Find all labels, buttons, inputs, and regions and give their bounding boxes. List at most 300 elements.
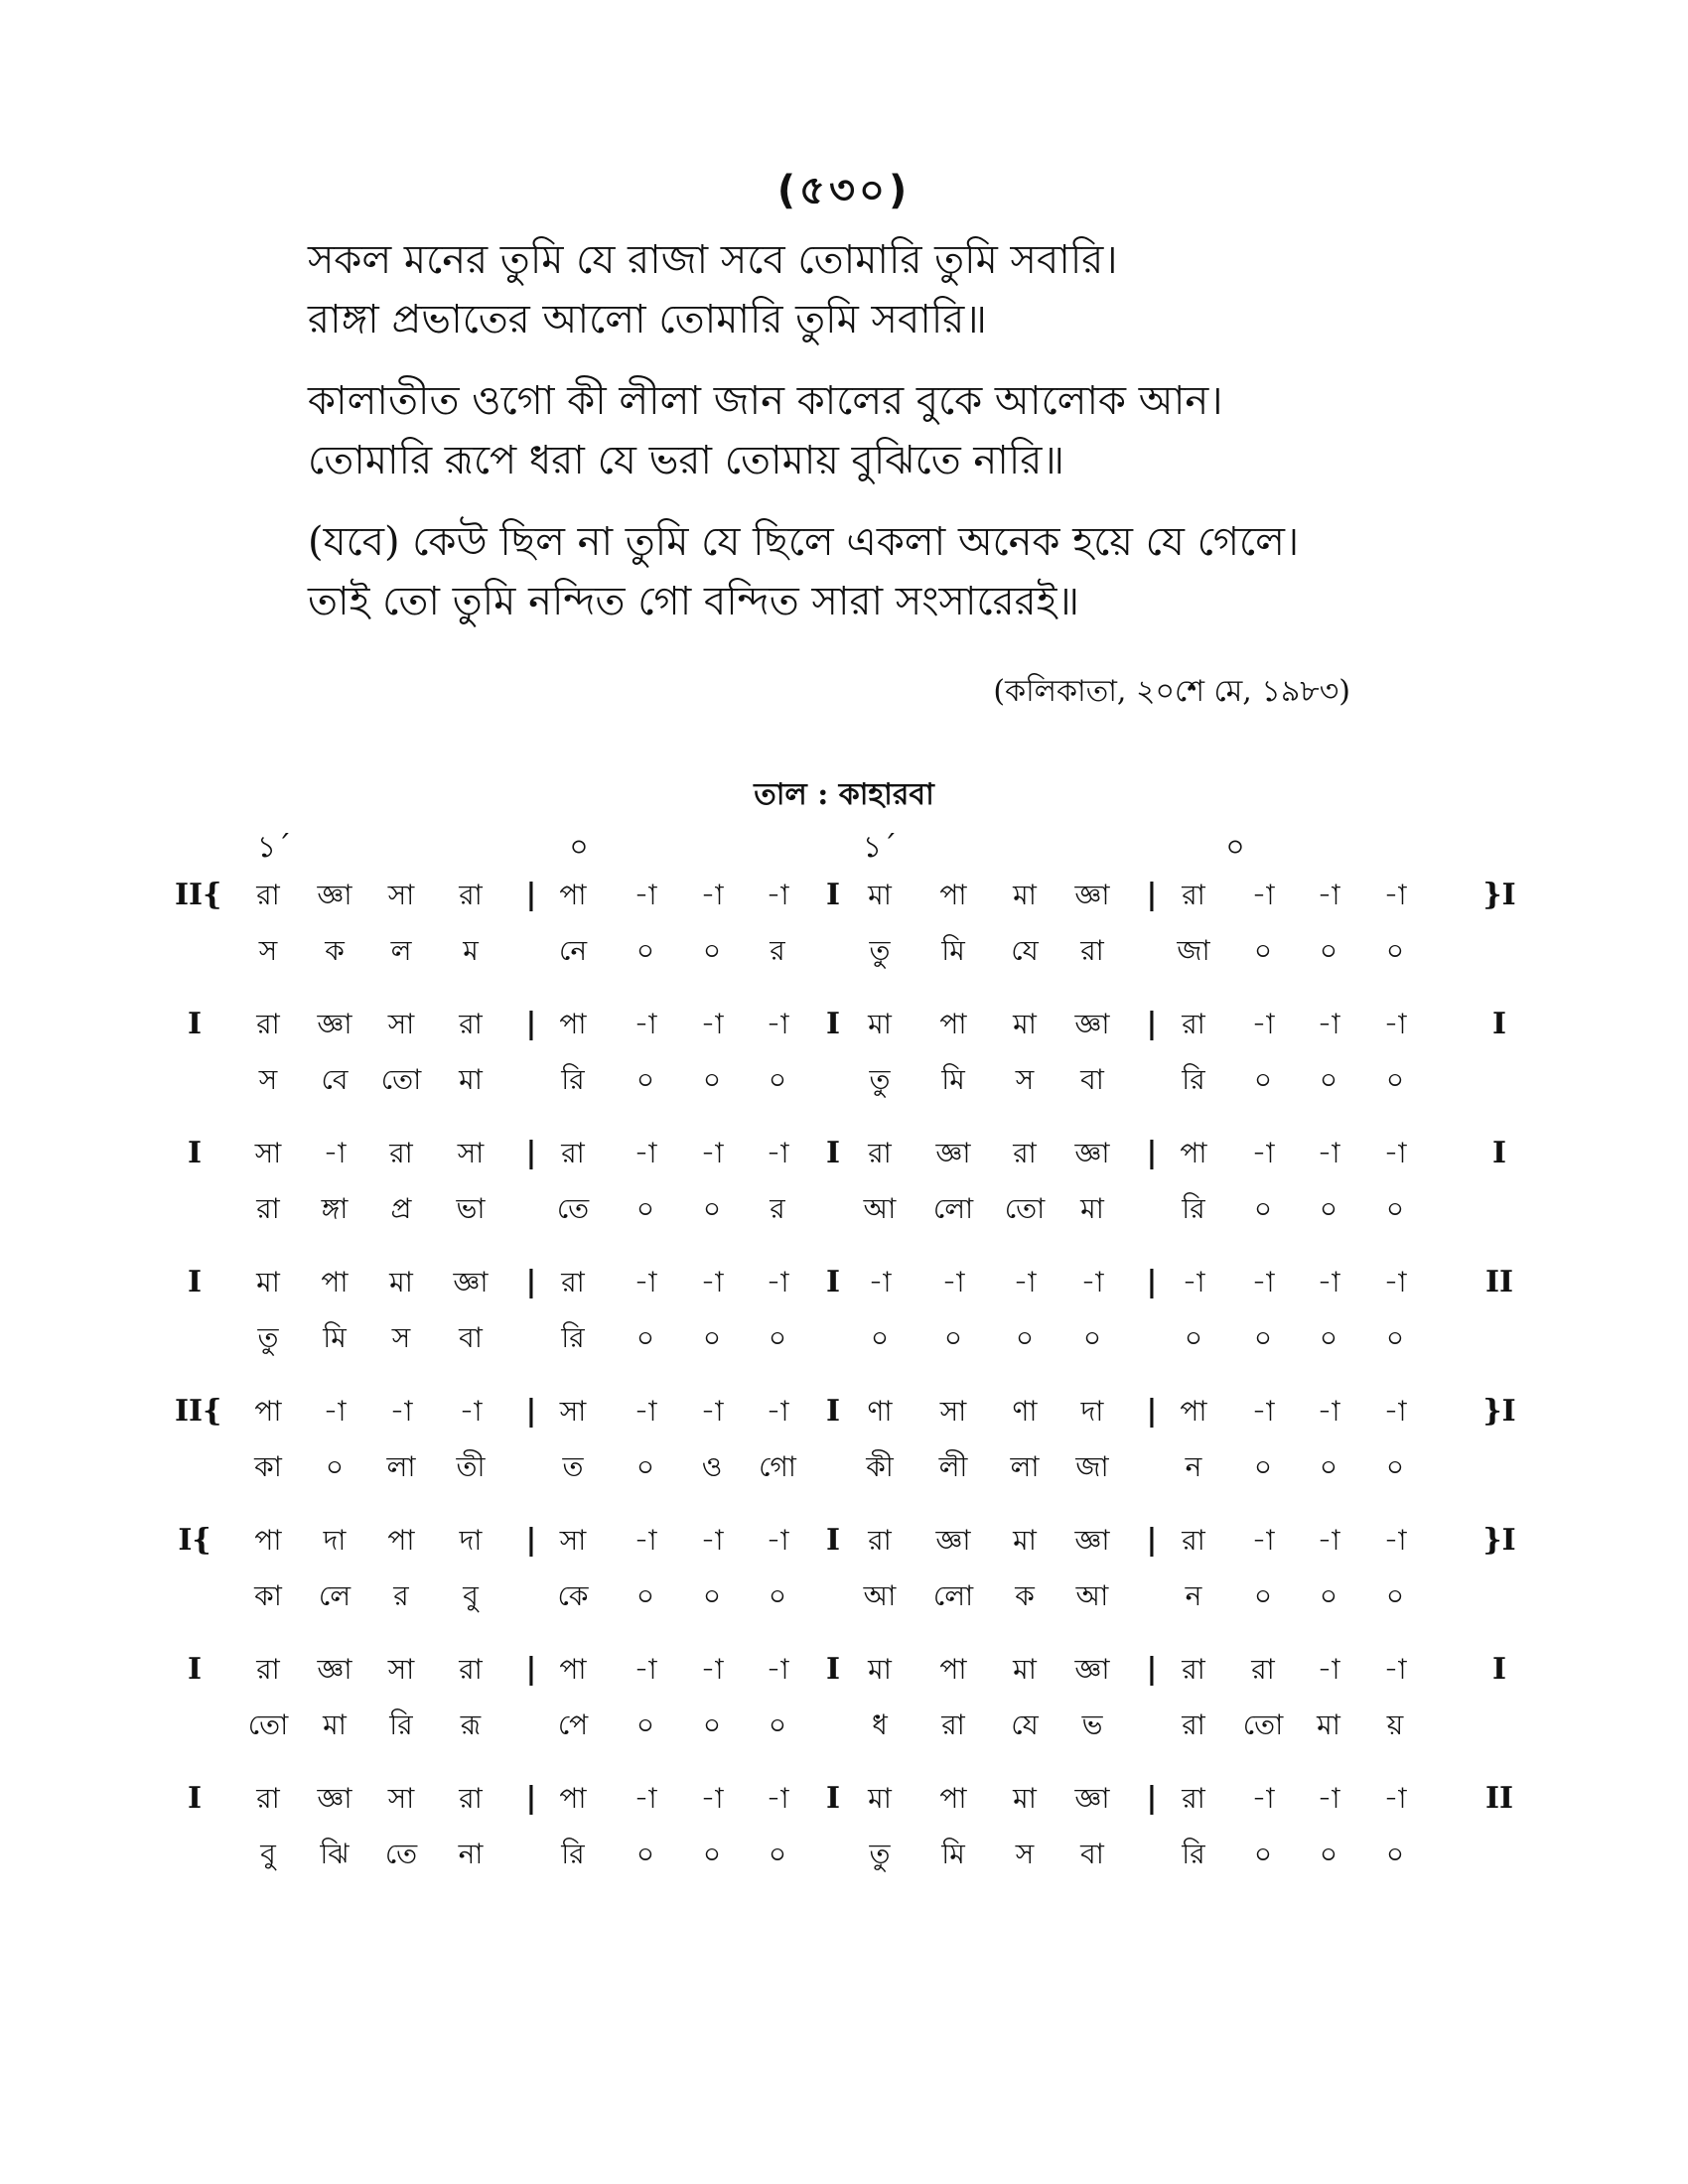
lyric-cell: আ (1075, 1579, 1109, 1612)
note-cell: জ্ঞা (935, 1524, 971, 1557)
lyric-cell: বু (260, 1838, 276, 1870)
note-cell: -া (633, 1137, 657, 1169)
note-cell: -া (459, 1395, 483, 1428)
lyric-cell: ল (390, 934, 412, 967)
note-cell: -া (700, 1137, 724, 1169)
note-cell: -া (766, 1395, 789, 1428)
note-cell: -া (1251, 1266, 1275, 1298)
note-cell: রা (459, 879, 483, 911)
lyric-cell: রূ (460, 1708, 482, 1741)
lyric-cell: পে (557, 1708, 589, 1741)
note-cell: জ্ঞা (1074, 1524, 1110, 1557)
lyric-cell: কী (866, 1450, 894, 1483)
note-cell: রা (256, 1653, 280, 1686)
barline: | (525, 878, 537, 912)
note-cell: দা (323, 1524, 347, 1557)
taal-heading: তাল : কাহারবা (754, 777, 934, 812)
lyric-cell: রি (561, 1321, 585, 1354)
row-start-barline: I{ (178, 1523, 211, 1558)
lyric-cell: না (458, 1838, 484, 1870)
lyric-cell: ০ (1253, 934, 1273, 967)
lyric-cell: ০ (1184, 1321, 1203, 1354)
beat-marker: ০ (1225, 830, 1245, 865)
row-start-barline: I (187, 1265, 203, 1299)
note-cell: রা (1182, 1782, 1205, 1815)
note-cell: জ্ঞা (317, 1653, 352, 1686)
lyric-cell: ক (325, 934, 345, 967)
note-cell: মা (868, 1008, 892, 1040)
lyric-cell: ধ (872, 1708, 888, 1741)
lyric-cell: তু (869, 1063, 891, 1096)
note-cell: -া (1317, 1524, 1340, 1557)
lyric-cell: বা (1080, 1063, 1104, 1096)
row-end-barline: II (1484, 1781, 1514, 1816)
lyric-cell: রা (1080, 934, 1104, 967)
note-cell: -া (941, 1266, 965, 1298)
note-cell: জ্ঞা (1074, 1008, 1110, 1040)
lyric-cell: ০ (702, 1579, 722, 1612)
note-cell: -া (700, 1782, 724, 1815)
lyric-cell: ০ (702, 1063, 722, 1096)
lyric-cell: ০ (768, 1838, 787, 1870)
lyric-cell: তো (380, 1063, 422, 1096)
note-cell: পা (559, 879, 587, 911)
note-cell: রা (256, 1008, 280, 1040)
lyric-cell: রা (941, 1708, 965, 1741)
lyric-cell: রি (1182, 1063, 1205, 1096)
barline: | (1146, 1781, 1158, 1816)
lyric-cell: লো (932, 1579, 974, 1612)
row-end-barline: I (1491, 1007, 1507, 1041)
note-cell: -া (323, 1395, 347, 1428)
lyric-cell: ০ (1385, 934, 1405, 967)
lyric-cell: মি (941, 1838, 965, 1870)
note-cell: পা (1180, 1137, 1207, 1169)
note-cell: জ্ঞা (317, 1782, 352, 1815)
note-cell: -া (1383, 879, 1407, 911)
note-cell: মা (1013, 879, 1037, 911)
note-cell: ণা (867, 1395, 893, 1428)
lyric-cell: ভ (1081, 1708, 1103, 1741)
note-cell: -া (1182, 1266, 1205, 1298)
lyric-cell: প্র (390, 1192, 412, 1225)
lyric-cell: ০ (702, 1708, 722, 1741)
note-cell: -া (1383, 1524, 1407, 1557)
note-cell: পা (559, 1008, 587, 1040)
note-cell: দা (459, 1524, 483, 1557)
note-cell: -া (700, 1524, 724, 1557)
note-cell: ণা (1012, 1395, 1038, 1428)
row-start-barline: I (187, 1136, 203, 1170)
note-cell: পা (254, 1395, 282, 1428)
verse-line: তাই তো তুমি নন্দিত গো বন্দিত সারা সংসারেরই॥ (308, 579, 1080, 624)
barline: | (525, 1136, 537, 1170)
note-cell: -া (633, 1266, 657, 1298)
lyric-cell: ০ (635, 1450, 655, 1483)
verse-line: (যবে) কেউ ছিল না তুমি যে ছিলে একলা অনেক হয়ে যে গেলে। (308, 519, 1300, 565)
note-cell: পা (939, 1653, 967, 1686)
lyric-cell: ০ (1385, 1838, 1405, 1870)
lyric-cell: মি (941, 1063, 965, 1096)
note-cell: -া (766, 1266, 789, 1298)
barline: | (525, 1394, 537, 1429)
barline: | (1146, 1136, 1158, 1170)
note-cell: -া (766, 1008, 789, 1040)
lyric-cell: মা (1080, 1192, 1104, 1225)
lyric-cell: ০ (1253, 1192, 1273, 1225)
lyric-cell: রি (561, 1063, 585, 1096)
barline: | (525, 1523, 537, 1558)
row-end-barline: I (1491, 1136, 1507, 1170)
lyric-cell: ০ (1385, 1063, 1405, 1096)
note-cell: পা (321, 1266, 349, 1298)
note-cell: -া (633, 879, 657, 911)
lyric-cell: ক (1015, 1579, 1035, 1612)
lyric-cell: ০ (635, 1321, 655, 1354)
beat-marker: ১´ (862, 830, 898, 865)
lyric-cell: স (258, 1063, 278, 1096)
note-cell: রা (389, 1137, 413, 1169)
lyric-cell: ০ (1253, 1838, 1273, 1870)
note-cell: মা (1013, 1008, 1037, 1040)
row-end-barline: }I (1482, 878, 1516, 912)
note-cell: -া (1383, 1395, 1407, 1428)
note-cell: -া (1251, 879, 1275, 911)
note-cell: -া (1383, 1137, 1407, 1169)
lyric-cell: তু (869, 1838, 891, 1870)
row-start-barline: II{ (175, 1394, 222, 1429)
note-cell: রা (459, 1653, 483, 1686)
lyric-cell: ০ (1319, 1579, 1338, 1612)
lyric-cell: র (393, 1579, 409, 1612)
note-cell: -া (1013, 1266, 1037, 1298)
lyric-cell: লে (318, 1579, 352, 1612)
note-cell: রা (256, 1782, 280, 1815)
lyric-cell: ০ (635, 1708, 655, 1741)
lyric-cell: আ (863, 1192, 897, 1225)
lyric-cell: ০ (1253, 1450, 1273, 1483)
lyric-cell: ন (1185, 1579, 1202, 1612)
note-cell: -া (1080, 1266, 1104, 1298)
row-end-barline: I (1491, 1652, 1507, 1687)
lyric-cell: তু (869, 934, 891, 967)
lyric-cell: মা (459, 1063, 483, 1096)
lyric-cell: আ (863, 1579, 897, 1612)
note-cell: রা (256, 879, 280, 911)
lyric-cell: বা (459, 1321, 483, 1354)
lyric-cell: র (770, 934, 785, 967)
lyric-cell: ০ (768, 1063, 787, 1096)
note-cell: জ্ঞা (453, 1266, 489, 1298)
row-end-barline: }I (1482, 1394, 1516, 1429)
lyric-cell: ০ (1319, 1063, 1338, 1096)
lyric-cell: ০ (1319, 1192, 1338, 1225)
note-cell: রা (868, 1524, 892, 1557)
barline: | (525, 1781, 537, 1816)
note-cell: জ্ঞা (317, 1008, 352, 1040)
lyric-cell: ০ (1253, 1579, 1273, 1612)
note-cell: মা (868, 879, 892, 911)
lyric-cell: ০ (1385, 1192, 1405, 1225)
lyric-cell: ০ (1319, 1321, 1338, 1354)
lyric-cell: ম (463, 934, 479, 967)
barline: I (825, 1394, 841, 1429)
lyric-cell: স (1015, 1063, 1035, 1096)
barline: | (1146, 1265, 1158, 1299)
note-cell: -া (1317, 1395, 1340, 1428)
lyric-cell: স (258, 934, 278, 967)
note-cell: -া (1251, 1782, 1275, 1815)
lyric-cell: ০ (768, 1321, 787, 1354)
lyric-cell: র (770, 1192, 785, 1225)
note-cell: সা (939, 1395, 967, 1428)
lyric-cell: ০ (635, 1838, 655, 1870)
lyric-cell: রি (389, 1708, 413, 1741)
note-cell: -া (766, 1782, 789, 1815)
note-cell: -া (868, 1266, 892, 1298)
note-cell: -া (389, 1395, 413, 1428)
note-cell: রা (868, 1137, 892, 1169)
note-cell: মা (1013, 1653, 1037, 1686)
note-cell: -া (1251, 1137, 1275, 1169)
note-cell: রা (561, 1137, 585, 1169)
lyric-cell: ০ (1385, 1579, 1405, 1612)
note-cell: মা (1013, 1782, 1037, 1815)
note-cell: জ্ঞা (1074, 1782, 1110, 1815)
note-cell: রা (459, 1782, 483, 1815)
note-cell: পা (254, 1524, 282, 1557)
lyric-cell: ০ (635, 934, 655, 967)
barline: | (1146, 878, 1158, 912)
note-cell: -া (766, 879, 789, 911)
note-cell: -া (1317, 1782, 1340, 1815)
note-cell: রা (561, 1266, 585, 1298)
note-cell: -া (1383, 1008, 1407, 1040)
barline: I (825, 1136, 841, 1170)
lyric-cell: ন (1185, 1450, 1202, 1483)
lyric-cell: কা (254, 1579, 282, 1612)
lyric-cell: ০ (635, 1192, 655, 1225)
barline: | (525, 1007, 537, 1041)
note-cell: পা (939, 879, 967, 911)
lyric-cell: কা (254, 1450, 282, 1483)
note-cell: পা (559, 1782, 587, 1815)
lyric-cell: রা (1182, 1708, 1205, 1741)
note-cell: -া (1383, 1653, 1407, 1686)
lyric-cell: ০ (702, 934, 722, 967)
lyric-cell: রি (1182, 1192, 1205, 1225)
note-cell: মা (868, 1782, 892, 1815)
note-cell: সা (559, 1524, 587, 1557)
note-cell: জ্ঞা (1074, 1653, 1110, 1686)
row-start-barline: II{ (175, 878, 222, 912)
row-start-barline: I (187, 1781, 203, 1816)
note-cell: জ্ঞা (317, 879, 352, 911)
note-cell: -া (633, 1653, 657, 1686)
note-cell: পা (939, 1008, 967, 1040)
row-start-barline: I (187, 1652, 203, 1687)
note-cell: পা (387, 1524, 415, 1557)
beat-marker: ১´ (256, 830, 292, 865)
verse-line: রাঙ্গা প্রভাতের আলো তোমারি তুমি সবারি॥ (308, 297, 987, 342)
note-cell: -া (323, 1137, 347, 1169)
lyric-cell: ঝি (320, 1838, 350, 1870)
note-cell: -া (700, 879, 724, 911)
verse-line: সকল মনের তুমি যে রাজা সবে তোমারি তুমি সবারি। (308, 237, 1118, 283)
lyric-cell: ০ (1385, 1450, 1405, 1483)
note-cell: জ্ঞা (1074, 1137, 1110, 1169)
note-cell: -া (766, 1137, 789, 1169)
lyric-cell: ০ (1082, 1321, 1102, 1354)
lyric-cell: লা (1010, 1450, 1040, 1483)
note-cell: -া (633, 1524, 657, 1557)
lyric-cell: গো (759, 1450, 796, 1483)
lyric-cell: ত (562, 1450, 584, 1483)
lyric-cell: মা (1317, 1708, 1340, 1741)
lyric-cell: লো (932, 1192, 974, 1225)
note-cell: রা (1251, 1653, 1275, 1686)
barline: I (825, 1265, 841, 1299)
note-cell: -া (1383, 1266, 1407, 1298)
lyric-cell: তে (384, 1838, 418, 1870)
note-cell: রা (1013, 1137, 1037, 1169)
lyric-cell: জা (1075, 1450, 1109, 1483)
lyric-cell: ০ (943, 1321, 963, 1354)
lyric-cell: ০ (1015, 1321, 1035, 1354)
note-cell: -া (1317, 879, 1340, 911)
note-cell: -া (700, 1653, 724, 1686)
lyric-cell: ভা (456, 1192, 486, 1225)
note-cell: -া (700, 1395, 724, 1428)
note-cell: -া (633, 1008, 657, 1040)
note-cell: মা (389, 1266, 413, 1298)
lyric-cell: ০ (635, 1579, 655, 1612)
barline: | (1146, 1652, 1158, 1687)
note-cell: -া (766, 1524, 789, 1557)
lyric-cell: রি (1182, 1838, 1205, 1870)
lyric-cell: ০ (1385, 1321, 1405, 1354)
lyric-cell: স (1015, 1838, 1035, 1870)
lyric-cell: যে (1011, 1708, 1039, 1741)
note-cell: সা (387, 1008, 415, 1040)
barline: | (525, 1652, 537, 1687)
lyric-cell: ও (701, 1450, 723, 1483)
barline: I (825, 1523, 841, 1558)
note-cell: সা (387, 1653, 415, 1686)
lyric-cell: নে (558, 934, 588, 967)
note-cell: রা (459, 1008, 483, 1040)
lyric-cell: ০ (768, 1708, 787, 1741)
lyric-cell: জা (1177, 934, 1210, 967)
lyric-cell: তী (456, 1450, 486, 1483)
note-cell: রা (1182, 1653, 1205, 1686)
note-cell: সা (559, 1395, 587, 1428)
note-cell: জ্ঞা (935, 1137, 971, 1169)
lyric-cell: ০ (325, 1450, 345, 1483)
note-cell: জ্ঞা (1074, 879, 1110, 911)
note-cell: -া (1383, 1782, 1407, 1815)
note-cell: -া (1317, 1008, 1340, 1040)
lyric-cell: তে (556, 1192, 590, 1225)
note-cell: -া (1317, 1653, 1340, 1686)
lyric-cell: বা (1080, 1838, 1104, 1870)
barline: | (1146, 1007, 1158, 1041)
row-end-barline: }I (1482, 1523, 1516, 1558)
row-start-barline: I (187, 1007, 203, 1041)
barline: I (825, 1781, 841, 1816)
barline: | (1146, 1523, 1158, 1558)
note-cell: পা (559, 1653, 587, 1686)
note-cell: -া (1251, 1524, 1275, 1557)
composition-dateline: (কলিকাতা, ২০শে মে, ১৯৮৩) (993, 674, 1350, 709)
lyric-cell: স (391, 1321, 411, 1354)
verse-line: তোমারি রূপে ধরা যে ভরা তোমায় বুঝিতে নারি॥ (308, 438, 1064, 483)
note-cell: -া (700, 1008, 724, 1040)
lyric-cell: মা (323, 1708, 347, 1741)
barline: | (525, 1265, 537, 1299)
page-number: (৫৩০) (776, 168, 912, 213)
beat-marker: ০ (569, 830, 589, 865)
note-cell: -া (633, 1395, 657, 1428)
lyric-cell: ০ (1253, 1321, 1273, 1354)
lyric-cell: ০ (702, 1321, 722, 1354)
lyric-cell: ০ (870, 1321, 890, 1354)
note-cell: দা (1080, 1395, 1104, 1428)
barline: I (825, 1007, 841, 1041)
note-cell: মা (256, 1266, 280, 1298)
verse-line: কালাতীত ওগো কী লীলা জান কালের বুকে আলোক আন। (308, 378, 1223, 424)
lyric-cell: য় (1386, 1708, 1404, 1741)
note-cell: পা (1180, 1395, 1207, 1428)
lyric-cell: ০ (635, 1063, 655, 1096)
note-cell: -া (766, 1653, 789, 1686)
note-cell: রা (1182, 1008, 1205, 1040)
note-cell: -া (633, 1782, 657, 1815)
lyric-cell: কে (557, 1579, 589, 1612)
lyric-cell: তো (247, 1708, 289, 1741)
lyric-cell: তো (1242, 1708, 1284, 1741)
lyric-cell: ০ (702, 1838, 722, 1870)
lyric-cell: তো (1004, 1192, 1046, 1225)
lyric-cell: লী (938, 1450, 968, 1483)
note-cell: পা (939, 1782, 967, 1815)
note-cell: সা (387, 879, 415, 911)
barline: | (1146, 1394, 1158, 1429)
lyric-cell: বু (463, 1579, 479, 1612)
lyric-cell: ০ (1253, 1063, 1273, 1096)
lyric-cell: ০ (768, 1579, 787, 1612)
note-cell: -া (1251, 1008, 1275, 1040)
lyric-cell: তু (257, 1321, 279, 1354)
note-cell: রা (1182, 1524, 1205, 1557)
note-cell: সা (254, 1137, 282, 1169)
note-cell: সা (457, 1137, 485, 1169)
lyric-cell: মি (323, 1321, 347, 1354)
note-cell: রা (1182, 879, 1205, 911)
lyric-cell: মি (941, 934, 965, 967)
barline: I (825, 1652, 841, 1687)
note-cell: -া (1317, 1266, 1340, 1298)
barline: I (825, 878, 841, 912)
lyric-cell: ০ (1319, 1838, 1338, 1870)
lyric-cell: ০ (1319, 1450, 1338, 1483)
note-cell: মা (1013, 1524, 1037, 1557)
note-cell: মা (868, 1653, 892, 1686)
lyric-cell: রি (561, 1838, 585, 1870)
note-cell: সা (387, 1782, 415, 1815)
lyric-cell: বে (321, 1063, 349, 1096)
lyric-cell: ০ (1319, 934, 1338, 967)
